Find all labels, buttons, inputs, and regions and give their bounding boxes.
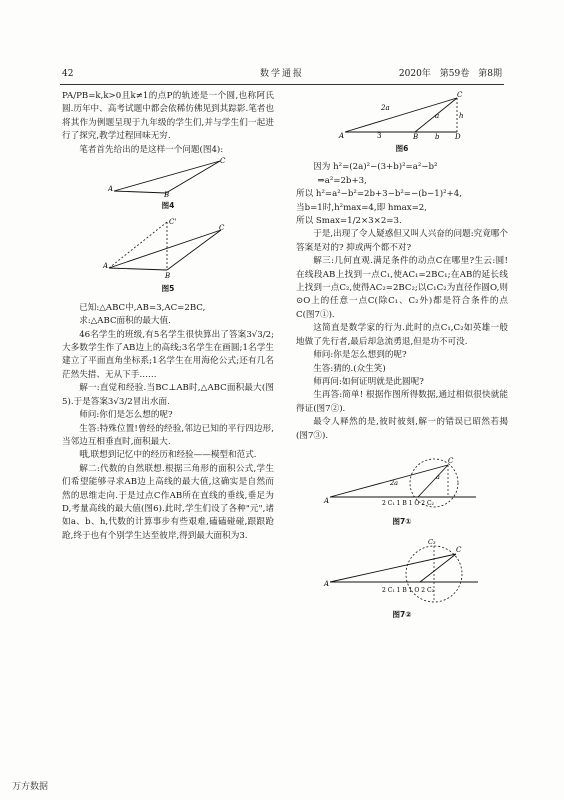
svg-text:a: a [435, 112, 440, 120]
svg-text:2a: 2a [381, 104, 390, 112]
figure-7a-caption: 图7① [392, 516, 412, 526]
svg-text:B: B [165, 272, 171, 281]
paragraph: 师问:你是怎么想到的呢? [313, 350, 407, 361]
svg-text:A: A [324, 496, 330, 505]
paragraph: 求:△ABC面积的最大值. [79, 316, 171, 327]
equation: 所以 Smax=1/2×3×2=3. [296, 216, 402, 227]
svg-text:a: a [436, 472, 440, 481]
equation: 因为 h²=(2a)²−(3+b)²=a²−b² [313, 162, 438, 173]
paragraph: 师再问:如何证明就是此圆呢? [313, 376, 424, 387]
paragraph: 师问:你们是怎么想的呢? [79, 410, 173, 421]
figure-7a-diagram [322, 443, 482, 513]
figure-4-diagram [108, 157, 228, 197]
svg-text:3: 3 [377, 132, 382, 140]
svg-text:A: A [324, 580, 330, 589]
paragraph: 最令人释然的是,彼时彼刻,解一的错误已昭然若揭(图7③). [296, 417, 508, 441]
figure-7a [296, 443, 508, 513]
svg-text:D: D [455, 133, 461, 140]
svg-text:2 C₁ 1 B 1 O 2 C₂: 2 C₁ 1 B 1 O 2 C₂ [382, 499, 434, 507]
figure-6-caption: 图6 [395, 144, 409, 153]
svg-text:A: A [108, 185, 114, 194]
svg-text:2a: 2a [390, 478, 399, 487]
paragraph: 生答:猜的.(众生笑) [313, 363, 386, 374]
paragraph: 这简直是数学家的行为.此时的点C₁,C₂如英雄一般地做了先行者,最后却急流勇退,但是功不可没. [296, 323, 508, 347]
paragraph: 于是,出现了令人疑惑但又叫人兴奋的问题:究竟哪个答案是对的? 抑或两个都不对? [296, 229, 508, 253]
source-footer: 万方数据 [12, 781, 49, 792]
journal-title: 数学通报 [259, 69, 304, 79]
paragraph: 46名学生的班级,有5名学生很快算出了答案3√3/2;大多数学生作了AB边上的高线;3名学生在画圆;1名学生建立了平面直角坐标系;1名学生在用海伦公式;还有几名茫然失措、无从下手…… [62, 329, 274, 380]
svg-text:A: A [339, 132, 345, 140]
svg-text:C₃: C₃ [428, 538, 436, 547]
equation: ⇒a²=2b+3, [317, 175, 367, 186]
left-column [62, 90, 274, 543]
svg-text:b: b [435, 133, 440, 140]
paragraph: 解三:几何直观.满足条件的动点C在哪里?生云:圆! 在线段AB上找到一点C₁,使AC₁=2BC₁;在AB的延长线上找到一点C₂,使得AC₂=2BC₂;以C₁C₂为直径作圆O,则⊙O上的任意一点C(除C₁、C₂外)都是符合条件的点C(图7①). [296, 256, 508, 320]
paragraph: 解二:代数的自然联想.根据三角形的面积公式,学生们希望能够寻求AB边上高线的最大值,这确实是自然而然的思维走向.于是过点C作AB所在直线的垂线,垂足为D,考量高线的最大值(图6).此时,学生们设了各种"元",诸如a、b、h,代数的计算事步有些艰难,磕磕碰碰,跟跟跄跄,终于也有个别学生达至彼岸,得到最大面积为3. [62, 463, 274, 541]
paragraph: 哦,联想到记忆中的经历和经验——模型和范式. [79, 450, 257, 461]
figure-7b-diagram [322, 534, 482, 606]
svg-text:2 C₁ 1 B 1 O 2 C₂: 2 C₁ 1 B 1 O 2 C₂ [382, 587, 434, 595]
figure-5-diagram [103, 218, 233, 280]
svg-text:C: C [220, 157, 226, 166]
paragraph: 生答:特殊位置!曾经的经验,邻边已知的平行四边形,当邻边互相垂直时,面积最大. [62, 423, 274, 447]
figure-5 [62, 218, 274, 280]
figure-5-caption: 图5 [161, 284, 175, 294]
page-number: 42 [62, 69, 74, 79]
page-header [62, 68, 502, 82]
paragraph: 已知:△ABC中,AB=3,AC=2BC, [79, 302, 206, 313]
paragraph: PA/PB=k,k>0且k≠1的点P的轨迹是一个圆,也称阿氏圆.历年中、高考试题中都会依稀仿佛见到其踪影.笔者也将其作为例题呈现于九年级的学生们,并与学生们一起进行了探究,教学过程回味无穷. [62, 91, 274, 142]
figure-4-caption: 图4 [161, 201, 175, 211]
issue-info: 2020年 第59卷 第8期 [398, 69, 502, 79]
header-rule [60, 84, 504, 85]
figure-6-diagram [337, 90, 467, 140]
figure-7b [296, 534, 508, 606]
figure-6 [296, 90, 508, 140]
svg-text:C: C [457, 91, 463, 99]
svg-text:C: C [456, 546, 462, 555]
svg-text:B: B [164, 191, 170, 198]
svg-text:C: C [219, 224, 225, 233]
paragraph: 笔者首先给出的是这样一个问题(图4): [79, 144, 224, 155]
equation: 所以 h²=a²−b²=2b+3−b²=−(b−1)²+4, [296, 189, 462, 200]
svg-text:C: C [448, 456, 454, 465]
equation: 当b=1时,h²max=4,即 hmax=2, [296, 202, 427, 213]
svg-text:B: B [413, 133, 419, 140]
svg-text:h: h [459, 112, 464, 120]
svg-text:A: A [103, 262, 109, 271]
svg-text:C': C' [169, 218, 177, 227]
right-column [296, 90, 508, 628]
paragraph: 解一:直觉和经验.当BC⊥AB时,△ABC面积最大(图5).于是答案3√3/2冒出水面. [62, 383, 274, 407]
figure-4 [62, 157, 274, 197]
figure-7b-caption: 图7② [392, 610, 412, 620]
paragraph: 生再答:简单! 根据作图所得数据,通过相似很快就能得证(图7②). [296, 390, 508, 414]
